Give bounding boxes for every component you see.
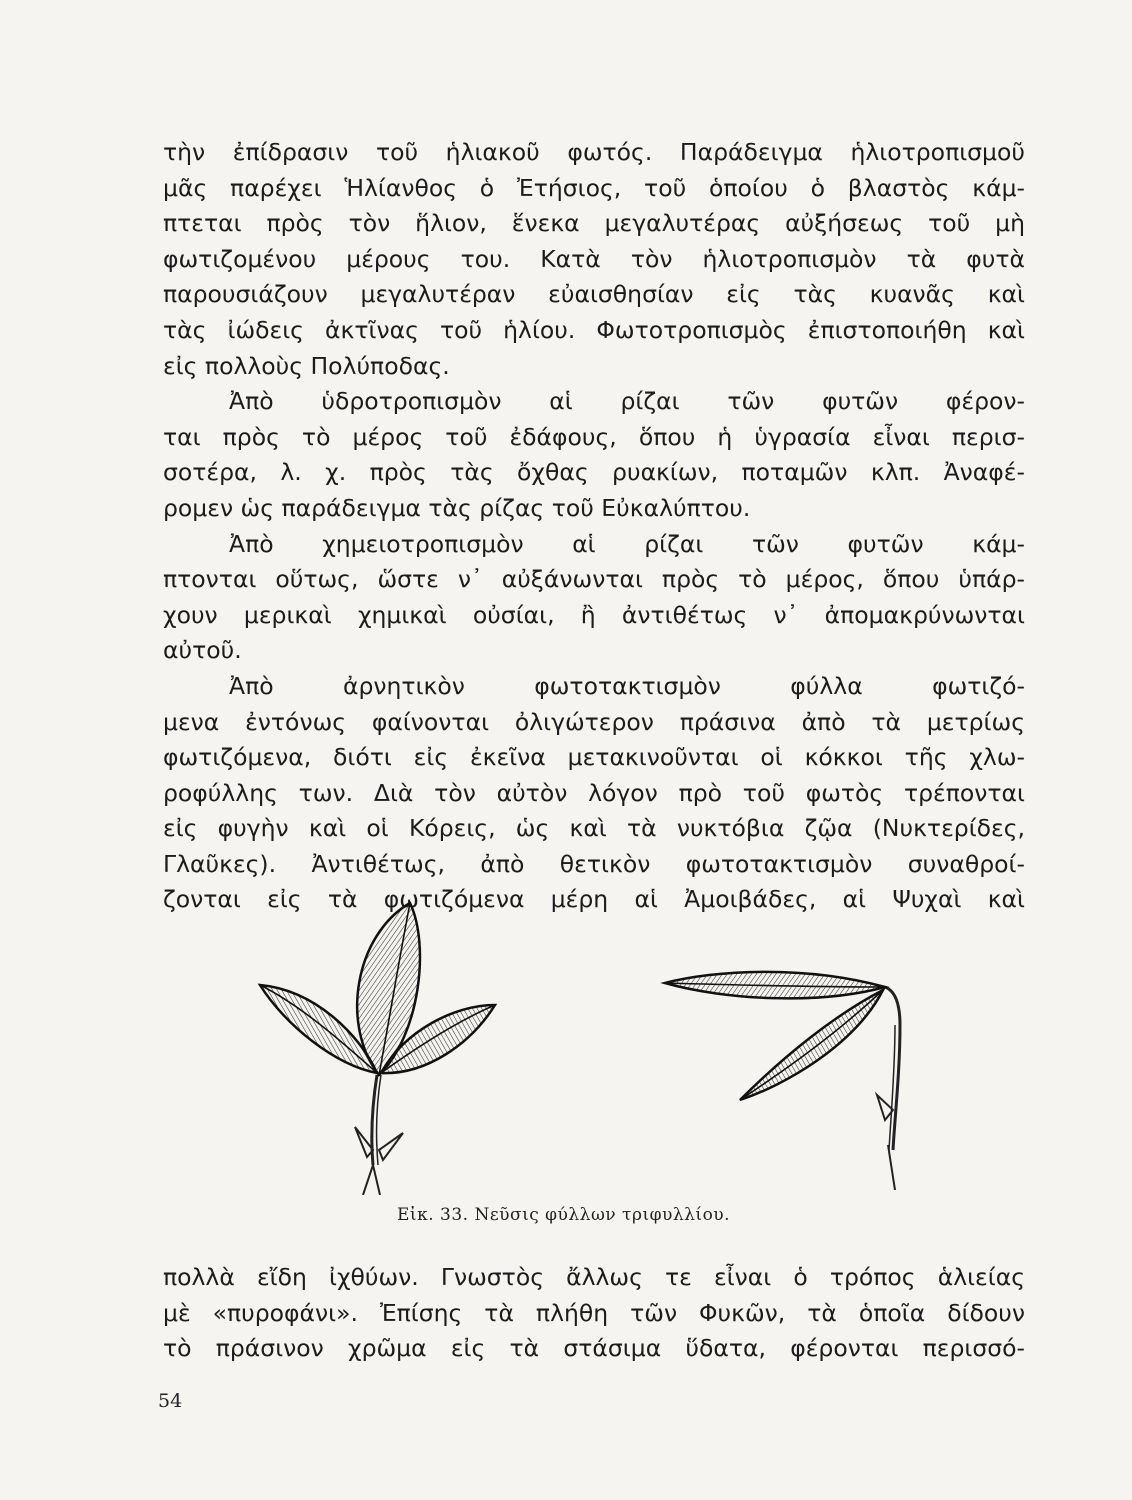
text-line: φωτιζόμενα, διότι εἰς ἐκεῖνα μετακινοῦνται οἱ κόκκοι τῆς χλω- xyxy=(163,743,1025,772)
text-line: φωτιζομένου μέρους του. Κατὰ τὸν ἡλιοτροπισμὸν τὰ φυτὰ xyxy=(163,244,1025,273)
text-line: τὴν ἐπίδρασιν τοῦ ἡλιακοῦ φωτός. Παράδειγμα ἡλιοτροπισμοῦ xyxy=(163,138,1025,166)
text-line: παρουσιάζουν μεγαλυτέραν εὐαισθησίαν εἰς τὰς κυανᾶς καὶ xyxy=(163,280,1025,309)
paragraph-start-hydrotropism: Ἀπὸ ὑδροτροπισμὸν αἱ ρίζαι τῶν φυτῶν φέρον- xyxy=(229,387,1025,416)
clover-illustration xyxy=(245,895,935,1195)
main-text-top xyxy=(163,135,1025,918)
figure-clover-leaves xyxy=(245,895,935,1195)
text-line: τὰς ἰώδεις ἀκτῖνας τοῦ ἡλίου. Φωτοτροπισμὸς ἐπιστοποιήθη καὶ xyxy=(163,315,1025,344)
figure-caption: Εἰκ. 33. Νεῦσις φύλλων τριφυλλίου. xyxy=(397,1205,731,1225)
text-line: πτεται πρὸς τὸν ἥλιον, ἕνεκα μεγαλυτέρας αὐξήσεως τοῦ μὴ xyxy=(163,209,1025,238)
text-line: σοτέρα, λ. χ. πρὸς τὰς ὄχθας ρυακίων, ποταμῶν κλπ. Ἀναφέ- xyxy=(163,458,1025,487)
paragraph-start-phototaxis: Ἀπὸ ἀρνητικὸν φωτοτακτισμὸν φύλλα φωτιζό- xyxy=(229,671,1025,700)
text-line: εἰς φυγὴν καὶ οἱ Κόρεις, ὡς καὶ τὰ νυκτόβια ζῷα (Νυκτερίδες, xyxy=(163,814,1025,843)
folded-leaf-drawing xyxy=(665,972,900,1190)
main-text-bottom xyxy=(163,1260,1025,1367)
text-line: αὐτοῦ. xyxy=(163,636,242,665)
text-line: ρομεν ὡς παράδειγμα τὰς ρίζας τοῦ Εὐκαλύπτου. xyxy=(163,493,751,522)
text-line: μενα ἐντόνως φαίνονται ὀλιγώτερον πράσινα ἀπὸ τὰ μετρίως xyxy=(163,707,1025,736)
page-number: 54 xyxy=(158,1390,183,1412)
text-line: ζονται εἰς τὰ φωτιζόμενα μέρη αἱ Ἀμοιβάδες, αἱ Ψυχαὶ καὶ xyxy=(163,885,1025,914)
text-line: ροφύλλης των. Διὰ τὸν αὐτὸν λόγον πρὸ τοῦ φωτὸς τρέπονται xyxy=(163,778,1025,807)
text-line: μᾶς παρέχει Ἡλίανθος ὁ Ἐτήσιος, τοῦ ὁποίου ὁ βλαστὸς κάμ- xyxy=(163,173,1025,202)
text-line: πτονται οὕτως, ὥστε ν᾿ αὐξάνωνται πρὸς τὸ μέρος, ὅπου ὑπάρ- xyxy=(163,565,1025,594)
text-line: Γλαῦκες). Ἀντιθέτως, ἀπὸ θετικὸν φωτοτακτισμὸν συναθροί- xyxy=(163,849,1025,878)
text-line: μὲ «πυροφάνι». Ἐπίσης τὰ πλήθη τῶν Φυκῶν, τὰ ὁποῖα δίδουν xyxy=(163,1298,1025,1327)
text-line: τὸ πράσινον χρῶμα εἰς τὰ στάσιμα ὕδατα, φέρονται περισσό- xyxy=(163,1334,1025,1363)
text-line: χουν μερικαὶ χημικαὶ οὐσίαι, ἢ ἀντιθέτως ν᾿ ἀπομακρύνωνται xyxy=(163,600,1025,629)
open-leaf-drawing xyxy=(260,903,495,1195)
text-line: ται πρὸς τὸ μέρος τοῦ ἐδάφους, ὅπου ἡ ὑγρασία εἶναι περισ- xyxy=(163,422,1025,451)
text-line: πολλὰ εἴδη ἰχθύων. Γνωστὸς ἄλλως τε εἶναι ὁ τρόπος ἁλιείας xyxy=(163,1263,1025,1291)
text-line: εἰς πολλοὺς Πολύποδας. xyxy=(163,351,450,380)
paragraph-start-chemotropism: Ἀπὸ χημειοτροπισμὸν αἱ ρίζαι τῶν φυτῶν κάμ- xyxy=(229,529,1025,558)
